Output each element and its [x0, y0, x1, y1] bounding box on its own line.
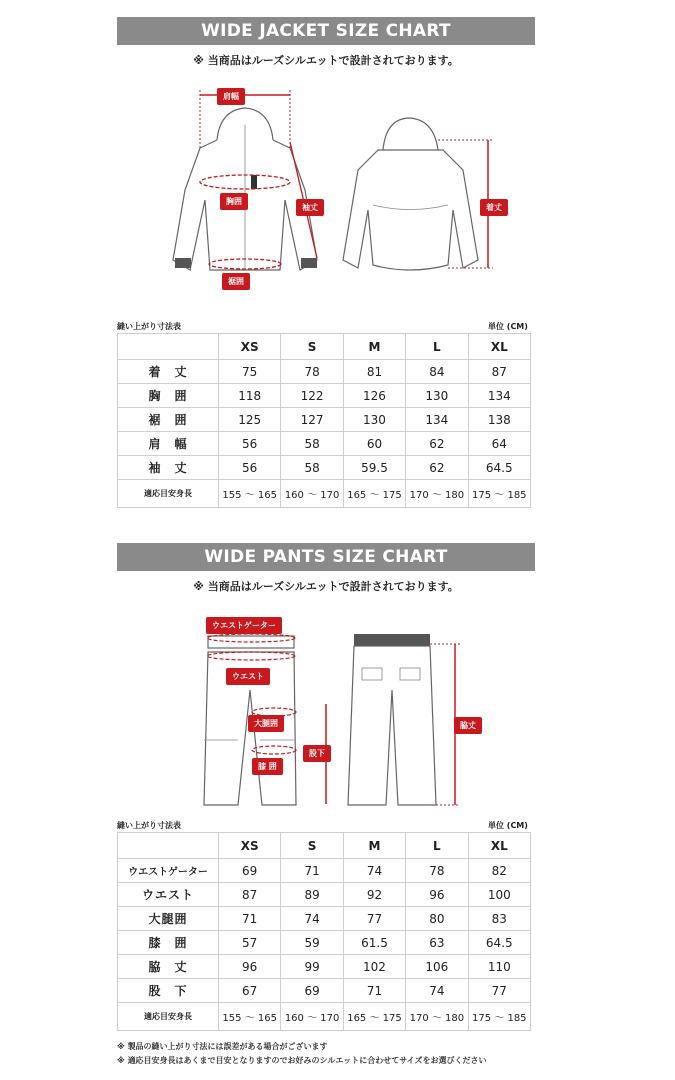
table-cell: 61.5: [343, 931, 405, 955]
row-label: 適応目安身長: [118, 480, 219, 508]
jacket-size-table: [117, 333, 531, 508]
table-cell: 57: [219, 931, 281, 955]
table-cell: 69: [281, 979, 343, 1003]
table-cell: 78: [281, 360, 343, 384]
table-cell: 75: [219, 360, 281, 384]
size-header: L: [406, 833, 468, 859]
jacket-label-shoulder: 肩幅: [217, 88, 245, 105]
row-label: ウエスト: [118, 883, 219, 907]
table-cell: 125: [219, 408, 281, 432]
pants-label-gaiter: ウエストゲーター: [206, 617, 282, 634]
table-cell: 74: [343, 859, 405, 883]
jacket-label-length: 着丈: [480, 199, 508, 216]
row-label: 脇 丈: [118, 955, 219, 979]
table-cell: 127: [281, 408, 343, 432]
table-cell: 165 〜 175: [343, 480, 405, 508]
row-label: 膝 囲: [118, 931, 219, 955]
jacket-table-caption: 縫い上がり寸法表: [117, 322, 181, 331]
table-header-row: [118, 833, 531, 859]
pants-unit: 単位 (CM): [488, 821, 528, 830]
table-cell: 155 〜 165: [219, 480, 281, 508]
table-cell: 170 〜 180: [406, 480, 468, 508]
row-label: 股 下: [118, 979, 219, 1003]
jacket-label-sleeve: 袖丈: [296, 199, 324, 216]
table-cell: 92: [343, 883, 405, 907]
table-cell: 71: [219, 907, 281, 931]
table-cell: 67: [219, 979, 281, 1003]
table-cell: 175 〜 185: [468, 480, 530, 508]
table-row: [118, 384, 531, 408]
pants-label-outseam: 脇丈: [454, 717, 482, 734]
table-cell: 87: [219, 883, 281, 907]
footnote-tolerance: ※ 製品の縫い上がり寸法には誤差がある場合がございます: [117, 1042, 328, 1051]
table-cell: 60: [343, 432, 405, 456]
table-cell: 134: [468, 384, 530, 408]
table-cell: 62: [406, 432, 468, 456]
row-label: 適応目安身長: [118, 1003, 219, 1031]
pants-label-inseam: 股下: [303, 745, 331, 762]
table-cell: 118: [219, 384, 281, 408]
table-cell: 56: [219, 456, 281, 480]
table-cell: 89: [281, 883, 343, 907]
table-row: [118, 360, 531, 384]
table-row: [118, 979, 531, 1003]
table-cell: 106: [406, 955, 468, 979]
row-label: 肩 幅: [118, 432, 219, 456]
table-cell: 80: [406, 907, 468, 931]
table-cell: 64.5: [468, 456, 530, 480]
row-label: 大腿囲: [118, 907, 219, 931]
table-cell: 100: [468, 883, 530, 907]
size-header: XS: [219, 334, 281, 360]
jacket-label-hem: 裾囲: [222, 273, 250, 290]
size-header: XL: [468, 334, 530, 360]
table-cell: 130: [343, 408, 405, 432]
table-cell: 110: [468, 955, 530, 979]
table-row: [118, 859, 531, 883]
jacket-front-illustration: [155, 80, 340, 290]
table-cell: 58: [281, 432, 343, 456]
jacket-fit-note: ※ 当商品はルーズシルエットで設計されております。: [193, 54, 459, 67]
pants-label-waist: ウエスト: [226, 668, 270, 685]
table-cell: 102: [343, 955, 405, 979]
table-cell: 69: [219, 859, 281, 883]
table-cell: 138: [468, 408, 530, 432]
table-cell: 56: [219, 432, 281, 456]
table-cell: 71: [281, 859, 343, 883]
size-header: M: [343, 833, 405, 859]
table-row: [118, 931, 531, 955]
table-cell: 84: [406, 360, 468, 384]
table-cell: 126: [343, 384, 405, 408]
table-cell: 71: [343, 979, 405, 1003]
table-cell: 160 〜 170: [281, 1003, 343, 1031]
table-cell: 160 〜 170: [281, 480, 343, 508]
table-cell: 96: [406, 883, 468, 907]
table-header-row: [118, 334, 531, 360]
pants-title-banner: WIDE PANTS SIZE CHART: [117, 543, 535, 571]
table-cell: 99: [281, 955, 343, 979]
table-cell: 175 〜 185: [468, 1003, 530, 1031]
table-cell: 87: [468, 360, 530, 384]
size-header: M: [343, 334, 405, 360]
pants-label-knee: 膝 囲: [252, 758, 283, 775]
jacket-title-banner: WIDE JACKET SIZE CHART: [117, 17, 535, 45]
row-label: 胸 囲: [118, 384, 219, 408]
table-cell: 82: [468, 859, 530, 883]
jacket-label-chest: 胸囲: [220, 193, 248, 210]
pants-fit-note: ※ 当商品はルーズシルエットで設計されております。: [193, 580, 459, 593]
table-cell: 64.5: [468, 931, 530, 955]
row-label: 着 丈: [118, 360, 219, 384]
table-cell: 78: [406, 859, 468, 883]
table-cell: 83: [468, 907, 530, 931]
table-cell: 62: [406, 456, 468, 480]
footnote-fit-guide: ※ 適応目安身長はあくまで目安となりますのでお好みのシルエットに合わせてサイズをお選びください: [117, 1056, 487, 1065]
table-cell: 96: [219, 955, 281, 979]
table-row: [118, 907, 531, 931]
table-cell: 81: [343, 360, 405, 384]
table-cell: 59: [281, 931, 343, 955]
pants-label-thigh: 大腿囲: [248, 715, 284, 732]
size-header: L: [406, 334, 468, 360]
size-header: S: [281, 334, 343, 360]
row-label: 袖 丈: [118, 456, 219, 480]
pants-size-table: [117, 832, 531, 1031]
table-cell: 64: [468, 432, 530, 456]
table-row: [118, 883, 531, 907]
table-cell: 77: [343, 907, 405, 931]
jacket-back-illustration: [338, 110, 523, 280]
table-cell: 165 〜 175: [343, 1003, 405, 1031]
jacket-unit: 単位 (CM): [488, 322, 528, 331]
table-row: [118, 456, 531, 480]
table-cell: 170 〜 180: [406, 1003, 468, 1031]
table-row: [118, 408, 531, 432]
fit-height-row: [118, 1003, 531, 1031]
size-header: S: [281, 833, 343, 859]
size-header: XS: [219, 833, 281, 859]
row-label: 裾 囲: [118, 408, 219, 432]
fit-height-row: [118, 480, 531, 508]
table-cell: 74: [281, 907, 343, 931]
row-label: ウエストゲーター: [118, 859, 219, 883]
table-cell: 130: [406, 384, 468, 408]
table-cell: 74: [406, 979, 468, 1003]
table-row: [118, 955, 531, 979]
size-header: XL: [468, 833, 530, 859]
pants-table-caption: 縫い上がり寸法表: [117, 821, 181, 830]
table-cell: 58: [281, 456, 343, 480]
table-cell: 122: [281, 384, 343, 408]
table-cell: 77: [468, 979, 530, 1003]
table-cell: 155 〜 165: [219, 1003, 281, 1031]
table-row: [118, 432, 531, 456]
table-cell: 134: [406, 408, 468, 432]
table-cell: 59.5: [343, 456, 405, 480]
table-cell: 63: [406, 931, 468, 955]
